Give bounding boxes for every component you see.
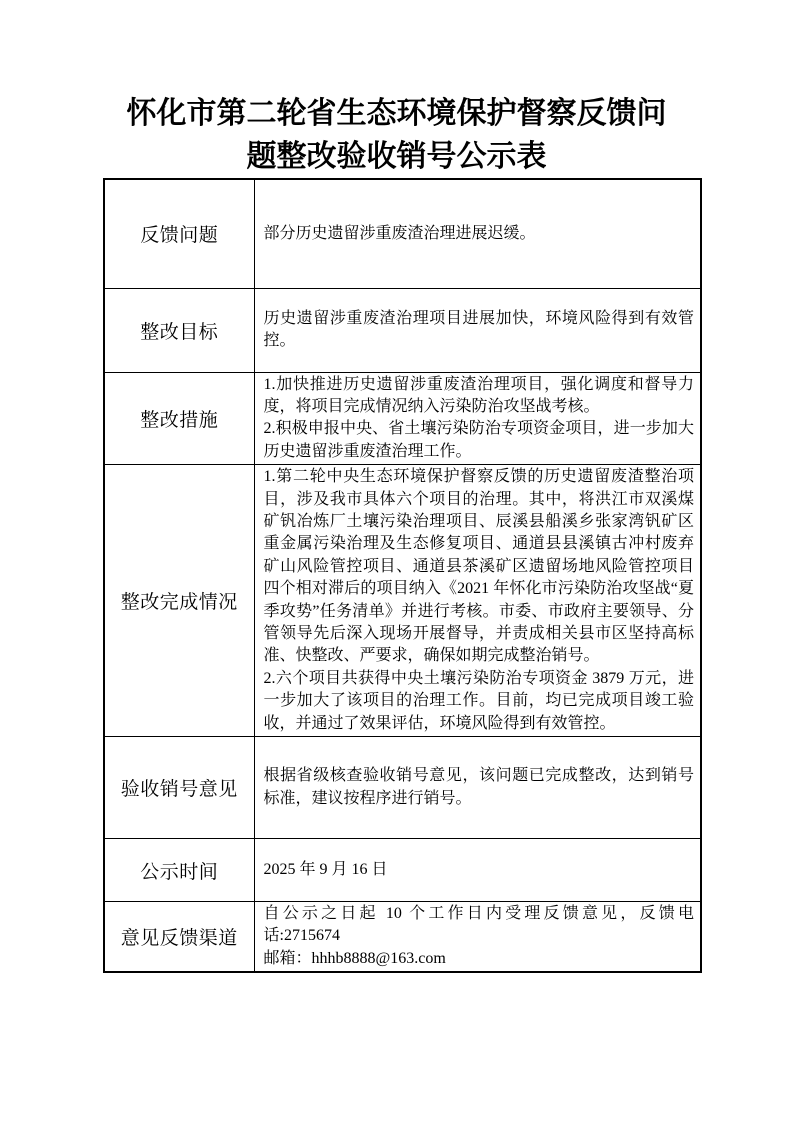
row-content-feedback-channel [254, 902, 701, 973]
table-row-acceptance-opinion [104, 737, 701, 839]
page-title [0, 92, 793, 178]
row-label-feedback-channel: 意见反馈渠道 [104, 902, 254, 973]
content-paragraph: 自公示之日起 10 个工作日内受理反馈意见，反馈电话:2715674 [263, 905, 694, 945]
row-label-acceptance-opinion: 验收销号意见 [104, 737, 254, 839]
content-paragraph: 1.加快推进历史遗留涉重废渣治理项目，强化调度和督导力度，将项目完成情况纳入污染防治攻坚战考核。 [263, 375, 694, 415]
row-content-acceptance-opinion [254, 737, 701, 839]
row-label-completion-status: 整改完成情况 [104, 465, 254, 737]
row-content-publicity-time [254, 839, 701, 902]
row-content-completion-status [254, 465, 701, 737]
table-row-publicity-time [104, 839, 701, 902]
row-label-publicity-time: 公示时间 [104, 839, 254, 902]
content-paragraph: 1.第二轮中央生态环境保护督察反馈的历史遗留废渣整治项目，涉及我市具体六个项目的治理。其中，将洪江市双溪煤矿钒冶炼厂土壤污染治理项目、辰溪县船溪乡张家湾钒矿区重金属污染治理及生态修复项目、通道县县溪镇古冲村废弃矿山风险管控项目、通道县茶溪矿区遗留场地风险管控项目四个相对滞后的项目纳入《2021 年怀化市污染防治攻坚战“夏季攻势”任务清单》并进行考核。市委、市政府主要领导、分管领导先后深入现场开展督导，并责成相关县市区坚持高标准、快整改、严要求，确保如期完成整治销号。 [263, 468, 694, 665]
content-paragraph: 邮箱：hhhb8888@163.com [263, 949, 446, 967]
table-row-feedback-issue [104, 179, 701, 288]
content-paragraph: 2.积极申报中央、省土壤污染防治专项资金项目，进一步加大历史遗留涉重废渣治理工作。 [263, 420, 694, 460]
row-label-rectification-measures: 整改措施 [104, 372, 254, 465]
content-paragraph: 2.六个项目共获得中央土壤污染防治专项资金 3879 万元，进一步加大了该项目的治理工作。目前，均已完成项目竣工验收，并通过了效果评估，环境风险得到有效管控。 [263, 669, 694, 732]
table-row-feedback-channel [104, 902, 701, 973]
page-title-line-1: 怀化市第二轮省生态环境保护督察反馈问 [126, 97, 667, 130]
row-label-rectification-goal: 整改目标 [104, 288, 254, 372]
page-title-line-2: 题整改验收销号公示表 [246, 140, 547, 173]
content-paragraph: 2025 年 9 月 16 日 [263, 860, 388, 878]
rectification-notice-table [103, 178, 702, 973]
table-row-rectification-goal [104, 288, 701, 372]
content-paragraph: 根据省级核查验收销号意见，该问题已完成整改，达到销号标准，建议按程序进行销号。 [263, 767, 694, 807]
row-label-feedback-issue: 反馈问题 [104, 179, 254, 288]
row-content-rectification-measures [254, 372, 701, 465]
table-row-rectification-measures [104, 372, 701, 465]
content-paragraph: 历史遗留涉重废渣治理项目进展加快，环境风险得到有效管控。 [263, 309, 694, 349]
row-content-rectification-goal [254, 288, 701, 372]
content-paragraph: 部分历史遗留涉重废渣治理进展迟缓。 [263, 224, 536, 242]
table-row-completion-status [104, 465, 701, 737]
row-content-feedback-issue [254, 179, 701, 288]
